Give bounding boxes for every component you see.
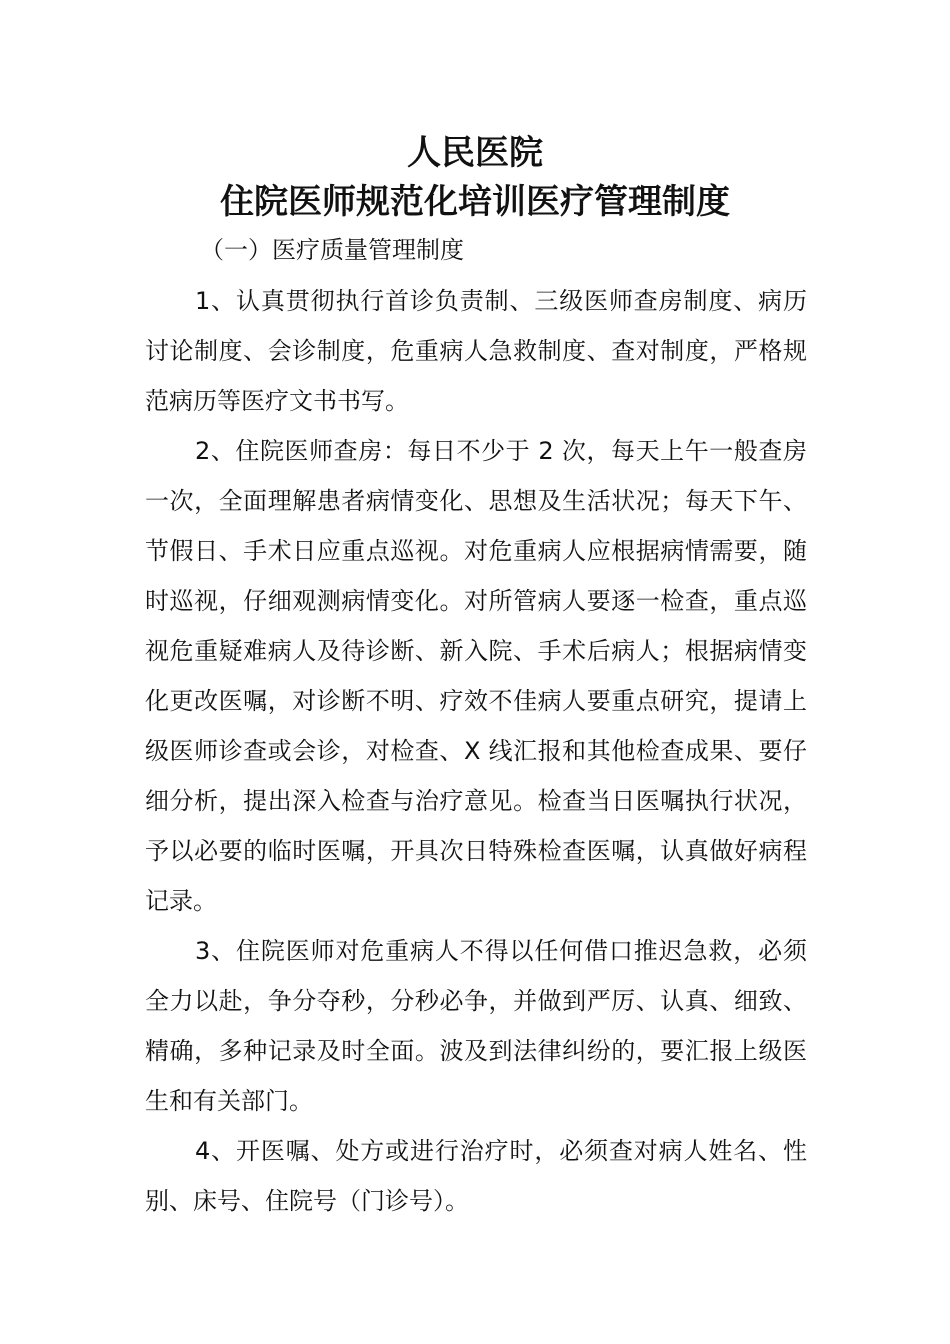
- section-heading: （一）医疗质量管理制度: [200, 236, 464, 264]
- paragraph-1: 1、认真贯彻执行首诊负责制、三级医师查房制度、病历讨论制度、会诊制度，危重病人急救制度、查对制度，严格规范病历等医疗文书书写。: [145, 287, 807, 415]
- paragraph-3: 3、住院医师对危重病人不得以任何借口推迟急救，必须全力以赴，争分夺秒，分秒必争，并做到严厉、认真、细致、精确，多种记录及时全面。波及到法律纠纷的，要汇报上级医生和有关部门。: [145, 937, 807, 1115]
- paragraph-2: 2、住院医师查房：每日不少于 2 次，每天上午一般查房一次，全面理解患者病情变化、思想及生活状况；每天下午、节假日、手术日应重点巡视。对危重病人应根据病情需要，随时巡视，仔细观测病情变化。对所管病人要逐一检查，重点巡视危重疑难病人及待诊断、新入院、手术后病人；根据病情变化更改医嘱，对诊断不明、疗效不佳病人要重点研究，提请上级医师诊查或会诊，对检查、X 线汇报和其他检查成果、要仔细分析，提出深入检查与治疗意见。检查当日医嘱执行状况，予以必要的临时医嘱，开具次日特殊检查医嘱，认真做好病程记录。: [145, 437, 807, 915]
- document-title-regulation: 住院医师规范化培训医疗管理制度: [220, 182, 730, 222]
- document-body: [145, 276, 807, 1226]
- paragraph-4: 4、开医嘱、处方或进行治疗时，必须查对病人姓名、性别、床号、住院号（门诊号）。: [145, 1137, 807, 1215]
- document-title-hospital: 人民医院: [407, 133, 543, 173]
